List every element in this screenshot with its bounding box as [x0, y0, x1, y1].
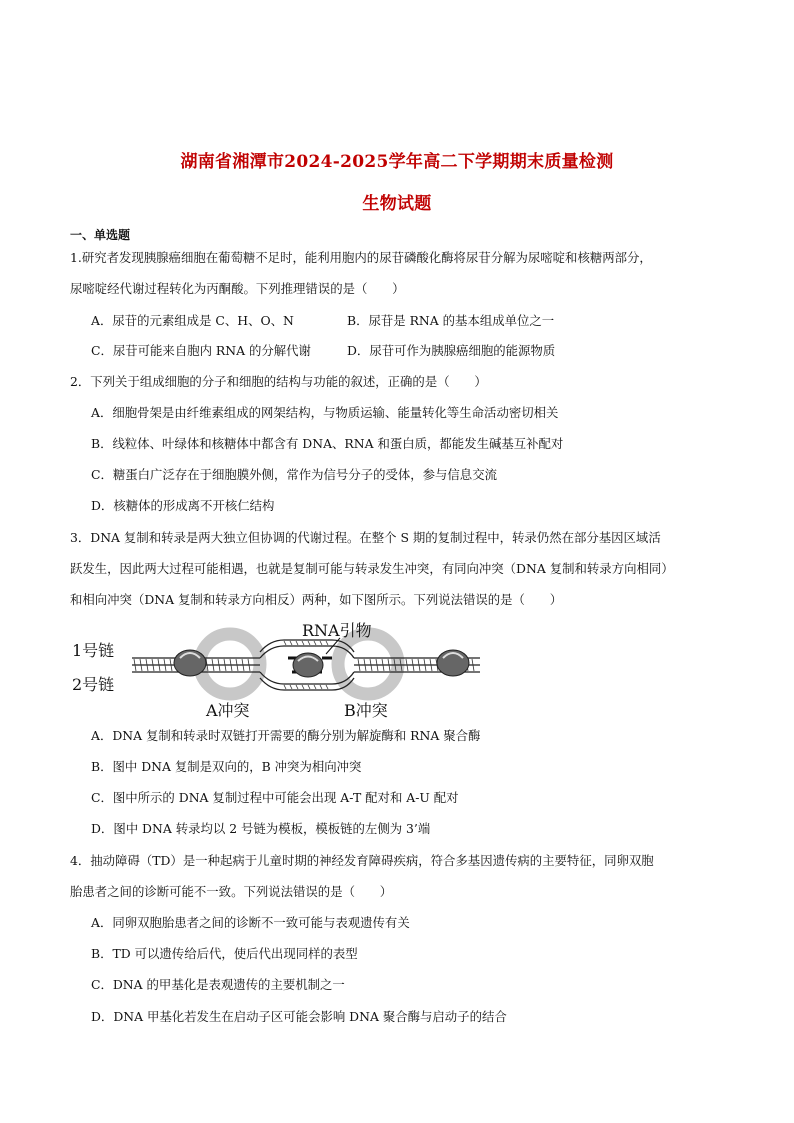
rna-primer-label: RNA引物: [302, 621, 372, 640]
exam-title: 湖南省湘潭市2024-2025学年高二下学期期末质量检测: [180, 152, 614, 172]
q1-option-a: A．尿苷的元素组成是 C、H、O、N: [91, 313, 294, 328]
q1-stem-line-2: 尿嘧啶经代谢过程转化为丙酮酸。下列推理错误的是（ ）: [70, 281, 405, 296]
q3-option-a: A．DNA 复制和转录时双链打开需要的酶分别为解旋酶和 RNA 聚合酶: [91, 728, 481, 743]
q1-option-d: D．尿苷可作为胰腺癌细胞的能源物质: [347, 343, 556, 358]
q3-option-b: B．图中 DNA 复制是双向的，B 冲突为相向冲突: [91, 759, 362, 774]
exam-subtitle: 生物试题: [362, 194, 432, 214]
q2-option-c: C．糖蛋白广泛存在于细胞膜外侧，常作为信号分子的受体，参与信息交流: [91, 467, 497, 482]
q3-stem-line-3: 和相向冲突（DNA 复制和转录方向相反）两种，如下图所示。下列说法错误的是（ ）: [70, 592, 563, 607]
conflict-b-label: B冲突: [344, 701, 388, 720]
q3-option-d: D．图中 DNA 转录均以 2 号链为模板，模板链的左侧为 3’端: [91, 821, 431, 836]
q3-option-c: C．图中所示的 DNA 复制过程中可能会出现 A-T 配对和 A-U 配对: [91, 790, 459, 805]
q2-option-d: D．核糖体的形成离不开核仁结构: [91, 498, 275, 513]
q1-option-b: B．尿苷是 RNA 的基本组成单位之一: [347, 313, 555, 328]
rna-polymerase-middle: [293, 653, 323, 677]
dna-diagram: [70, 618, 490, 724]
conflict-a-label: A冲突: [206, 701, 250, 720]
q4-option-a: A．同卵双胞胎患者之间的诊断不一致可能与表观遗传有关: [91, 915, 410, 930]
q4-option-d: D．DNA 甲基化若发生在启动子区可能会影响 DNA 聚合酶与启动子的结合: [91, 1009, 507, 1024]
strand-1-label: 1号链: [72, 641, 115, 660]
section-heading: 一、单选题: [70, 228, 131, 242]
q3-stem-line-1: 3．DNA 复制和转录是两大独立但协调的代谢过程。在整个 S 期的复制过程中，转录仍然在部分基因区域活: [70, 530, 661, 545]
q4-option-c: C．DNA 的甲基化是表观遗传的主要机制之一: [91, 977, 345, 992]
strand-2-label: 2号链: [72, 675, 115, 694]
q4-stem-line-1: 4．抽动障碍（TD）是一种起病于儿童时期的神经发育障碍疾病，符合多基因遗传病的主要特征，同卵双胞: [70, 853, 654, 868]
q4-stem-line-2: 胎患者之间的诊断可能不一致。下列说法错误的是（ ）: [70, 884, 393, 899]
q2-option-b: B．线粒体、叶绿体和核糖体中都含有 DNA、RNA 和蛋白质，都能发生碱基互补配对: [91, 436, 564, 451]
dna-replication-figure: [70, 618, 490, 724]
q2-option-a: A．细胞骨架是由纤维素组成的网架结构，与物质运输、能量转化等生命活动密切相关: [91, 405, 559, 420]
rna-polymerase-left: [174, 650, 206, 676]
q1-stem-line-1: 1.研究者发现胰腺癌细胞在葡萄糖不足时，能利用胞内的尿苷磷酸化酶将尿苷分解为尿嘧啶和核糖两部分，: [70, 250, 652, 265]
q4-option-b: B．TD 可以遗传给后代，使后代出现同样的表型: [91, 946, 358, 961]
rna-polymerase-right: [437, 650, 469, 676]
q1-option-c: C．尿苷可能来自胞内 RNA 的分解代谢: [91, 343, 311, 358]
q3-stem-line-2: 跃发生，因此两大过程可能相遇，也就是复制可能与转录发生冲突，有同向冲突（DNA 复制和转录方向相同）: [70, 561, 674, 576]
q2-stem: 2．下列关于组成细胞的分子和细胞的结构与功能的叙述，正确的是（ ）: [70, 374, 487, 389]
conflict-a-circle: [200, 634, 260, 694]
